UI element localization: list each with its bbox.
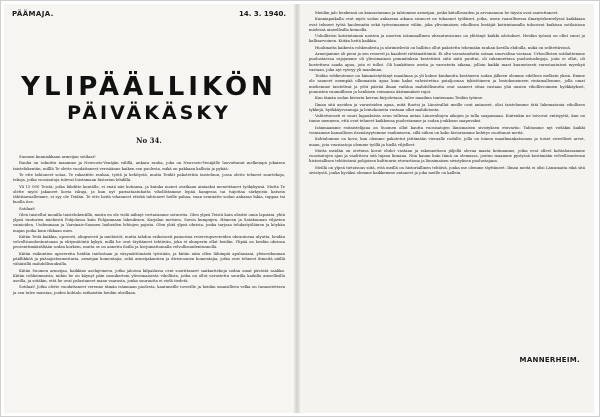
title-line-2: PÄIVÄKÄSKY	[67, 102, 231, 124]
paragraph: Sotilaat! Jotka olette vuodattaneet verenne tämän isänmaan puolesta, kaatuneille toverille ja heidän omaisilleen velka on tunnustettava ja sen tulee muistaa, joiden kohtalo ratkaistiin heidän uhrillaan.	[13, 284, 285, 295]
paragraph: Teidän rohkeutenne on hämmästyttänyt maailmaa ja yli kolme kuukautta kestäneen sodan jälkeen olemme edelleen melkein yksin. Emme ole saaneet enempää ulkomaista apua kuin kaksi vahvistettua pataljoonaa tykistöineen ja lentokoneineen rintamallemme, jolla omat miehemme taistelivat ja yötä päivää ilman vaihtoa mahdollisuutta ovat saaneet ottaa vastaan yhä uusien vihollisvoimien hyökkäykset, ponnisten ruumiillisen ja henkisen voimansa äärimmäiset rajat.	[309, 73, 585, 94]
left-page	[4, 4, 294, 413]
left-body-text	[13, 154, 285, 407]
paragraph: Te ette tahtoneet sotaa. Te rakastitte rauhaa, työtä ja kehitystä, mutta Teidät pakotettiin taisteluun, jossa olette tehneet suurtekoja, tekoja, jotka vuosisatoja tulevat loistamaan historian lehdillä.	[13, 171, 285, 183]
title-line-1: YLIPÄÄLLIKÖN	[21, 72, 277, 102]
paragraph: Rauha on solmittu maamme ja Neuvosto-Venäjän välillä, ankara rauha, joka on Neuvosto-Venäjälle luovuttanut melkeinpä jokaisen taistelukentän, milllä Te olette vuodattaneet verisäänne kaiken sen puolesta, mikä on pakkaan kallista ja pyhää.	[13, 160, 285, 171]
paragraph: Suomen kunniakkaan armeijan sotilaat!	[19, 154, 96, 159]
paragraph: Valitettavasti ei suuri lupauksista avun tullessa antaa Länsivaltojen aikojen ja tulla saapumaan. Kuitenkin ne toivovat entisyyttä, kun on tunne menneen, että ovat tehneet kaikkensa puolestamme ja sodan joukkoon saapuvaksi.	[309, 113, 585, 124]
paragraph: Huolimatta kaikesta rohkeudesta ja uhrimielestä on hallitus ollut pakotettu tekemään rauhan kovilla ehdoilla, mikä on selitettävissä.	[315, 44, 571, 50]
paragraph: Olen taistellut monilla taistelukentillä, mutta en ole vielä nähnyt vertaisianne sotureita. Olen ylpeä Teistä kuin olisitte omia lapsiani, yhtä ylpeä tunturien miehestä Pohjolassa kuin Pohjanmaan lakeuksien, Karjalan metsien, Savon kumpujen, Hämeen ja Satakunnan viljavien vainioiden, Uudenmaan ja Varsinais-Suomen lauheiden lehtojen pojista. Olen yhtä ylpeä uhrista, jonka tarjoaa tehdastyöläinen ja köyhän majan poika kuin rikkaan mies.	[13, 211, 285, 233]
right-page	[300, 4, 594, 413]
paragraph: Kohtalomme on kova, kun olemme pakotetut jättämään vieraalle rodulle, jolla on toinen maailmankatsomus ja toiset siveelliset arvot, maan, jota vuosisatoja olemme työllä ja hiellä viljelleet.	[309, 136, 585, 147]
paragraph: Mutta meidän on otettava kovat ehdot vastaan ja rakennettava jäljellä olevaa maata kotinamme, jotka ovat olleet kohtaloissamme vuosisatojen ajan ja vaalittava sitä lujana linnana. Niin kauan kuin tämä on olemassa, joutuu maamme pystyssä kestämään velvollisuutensa historiallisen tehtävänsä pohjoisen kulttuurin etuvartiona ja länsimaisen sivistyksen puolustajana.	[309, 147, 585, 164]
header-location: PÄÄMAJA.	[12, 10, 54, 18]
paragraph: Armeijamme oli pieni ja sen reservit ja kaaderit riittämättömiä. Ei oltu varustauduttu sotaan suurvaltaa vastaan. Urhoollisten sotilaittemme puolustaessa rajojamme oli ylivoimainen pommituksia kestettävä siitä mitä puuttui, oli rakennettava puolustuslinjoja, joita ei ollut, oli koetettava saada apua, jota ei tullut. Oli hankittava aseita ja varusteita aikana, jolloin kaikki maat kuumeisesti varustautuivat myrskyä vastaan, joka nyt vyöryy yli maailman.	[309, 51, 585, 72]
paragraph: Meillä on ylpeä tietoisuus siitä, että meillä on historiallinen tehtävä, jonka me olemme täyttäneet. Ilman meitä ei olisi Länsimaita eikä sitä sivistystä, jonka hyväksi olemme kaikkemme antaneet ja joka meille on kallein.	[309, 164, 585, 175]
right-body-text	[309, 10, 585, 407]
paragraph: Kiitän esikuntien upseereita heidän taidostaan ja väsymättömästä työstään, ja kiitän näin ollen lähimpiä apulaisiani, yleisesikunnan päällikköä ja pääsajoitusmestaria, armeijan komentajia, sekä armeijakuntien ja divisioonien komentajia, jotka ovat tehneet ihmeitä näillä vähäisillä mahdollisuuksilla.	[13, 250, 285, 267]
page-header	[12, 10, 286, 22]
signature: MANNERHEIM.	[519, 356, 580, 364]
header-date: 14. 3. 1940.	[239, 10, 286, 18]
order-number: No 34.	[136, 136, 162, 145]
paragraph: Uskollisten kotirintaman naisten ja nuorten isänmaallinen uhrautuvaisuus on ylittänyt kaikki odotukset. Heidän työnsä on ollut suuri ja kallisarvoinen. Kiitän heitä kaikkia.	[309, 33, 585, 44]
paragraph: Yli 15 000 Teistä, jotka lähditte kentälle, ei enää näe kotiansa, ja kuinka monet ovatkaan ainiaaksi menettäneet työkykynsä. Mutta Te olette myös jakaneet kovia iskuja, ja kun nyt parisataatuhatta vihollistamme lepää hangessa tai tuijottaa särkynein katsein tähtitaivaallemme, ei syy ole Teidän. Te ette heitä vihanneet ettekä tahtoneet heille pahaa, vaan seuraatte sodan ankaraa lakia, tappaa tai kuolla itse.	[13, 183, 285, 205]
paragraph: Kunniapaikalla ovat myös sodan ankarana aikana sisuncet ne tuhannet työläiset, jotka, usein vaarallisessa ilmatyöskentelyssä kaikkiaan ovat tehneet työtä kuolematta sekä työvoimamme väliin, joka ylivoimaisen vihollisen lentäjät kotirintamalla tuhosivat kaikissa sotilaisissa mielessä aineellisilla keinoilla.	[309, 16, 585, 32]
paragraph: Kiitän Teitä kaikkia, upseerit, aliupseerit ja miehistöt, mutta tahdon erikoisesti painostaa reserviupseereiden uhrautuvaa ulyutta, heidän velvollisuudentuntoaan ja ehtymätöntä kykyä, millä he ovat täyttäneet tehtävän, joka ei alunperin ollut heidän. Ylipää on heidän uhrinsa prosenttimäärältään sodan korkein, mutta se on annettu iloilla ja horjumattomalla velvollisuudentunnolla.	[13, 233, 285, 250]
paragraph: Isänmaamme esitaistelijana on Suomen ollut kautta vuosisatojen länsimaisen sivistyksen etuvartio. Tahtomme nyt vieläkin kaikki voimamme kansallisen itsenäisyytemme vaalimiseen, sillä siihen on koko historiamme kehitys osoittanut meitä.	[309, 124, 585, 135]
paragraph: Kiitän Suomen armeijaa, kaikkine aselajeineen, jotka jaloissa kilpailussa ovat suorittaneet sankaritekoja sodan omat pävästä saakka. Kiitän rohkeimmista, mihin he on käynyt päin monikertoin ylivoimaisesta vihollista, jotka on ollut varustettu suurilla kaikilla aineellisilla aseilla, ja siitäkin, että he ovat pelastaneet maan vaarasta, jonka suuruutta ei vielä tiedetä.	[13, 267, 285, 283]
paragraph: Sotilaat!	[19, 205, 36, 211]
paragraph: Ilman sitä aseiden ja varusteiden apua, mitä Ruotsi ja Länsivallat meille ovat antaneet, olisi taistelumme tätä lukematonta vihollisen tykkejä, hyökkäysvaunuja ja lentokoneita vastaan ollut mahdotonta.	[309, 101, 585, 112]
paragraph: Meidän jalo henkensä on kansastamme ja tahtomme armeijan, jonka kiitollisuuden ja arvonannon he täysin ovat saavuttaneet.	[315, 10, 559, 15]
paragraph: Kun tämän sodan historia kerran kirjoitetaan, tulee maailma tuntemaan Teidän työnne.	[315, 95, 484, 101]
